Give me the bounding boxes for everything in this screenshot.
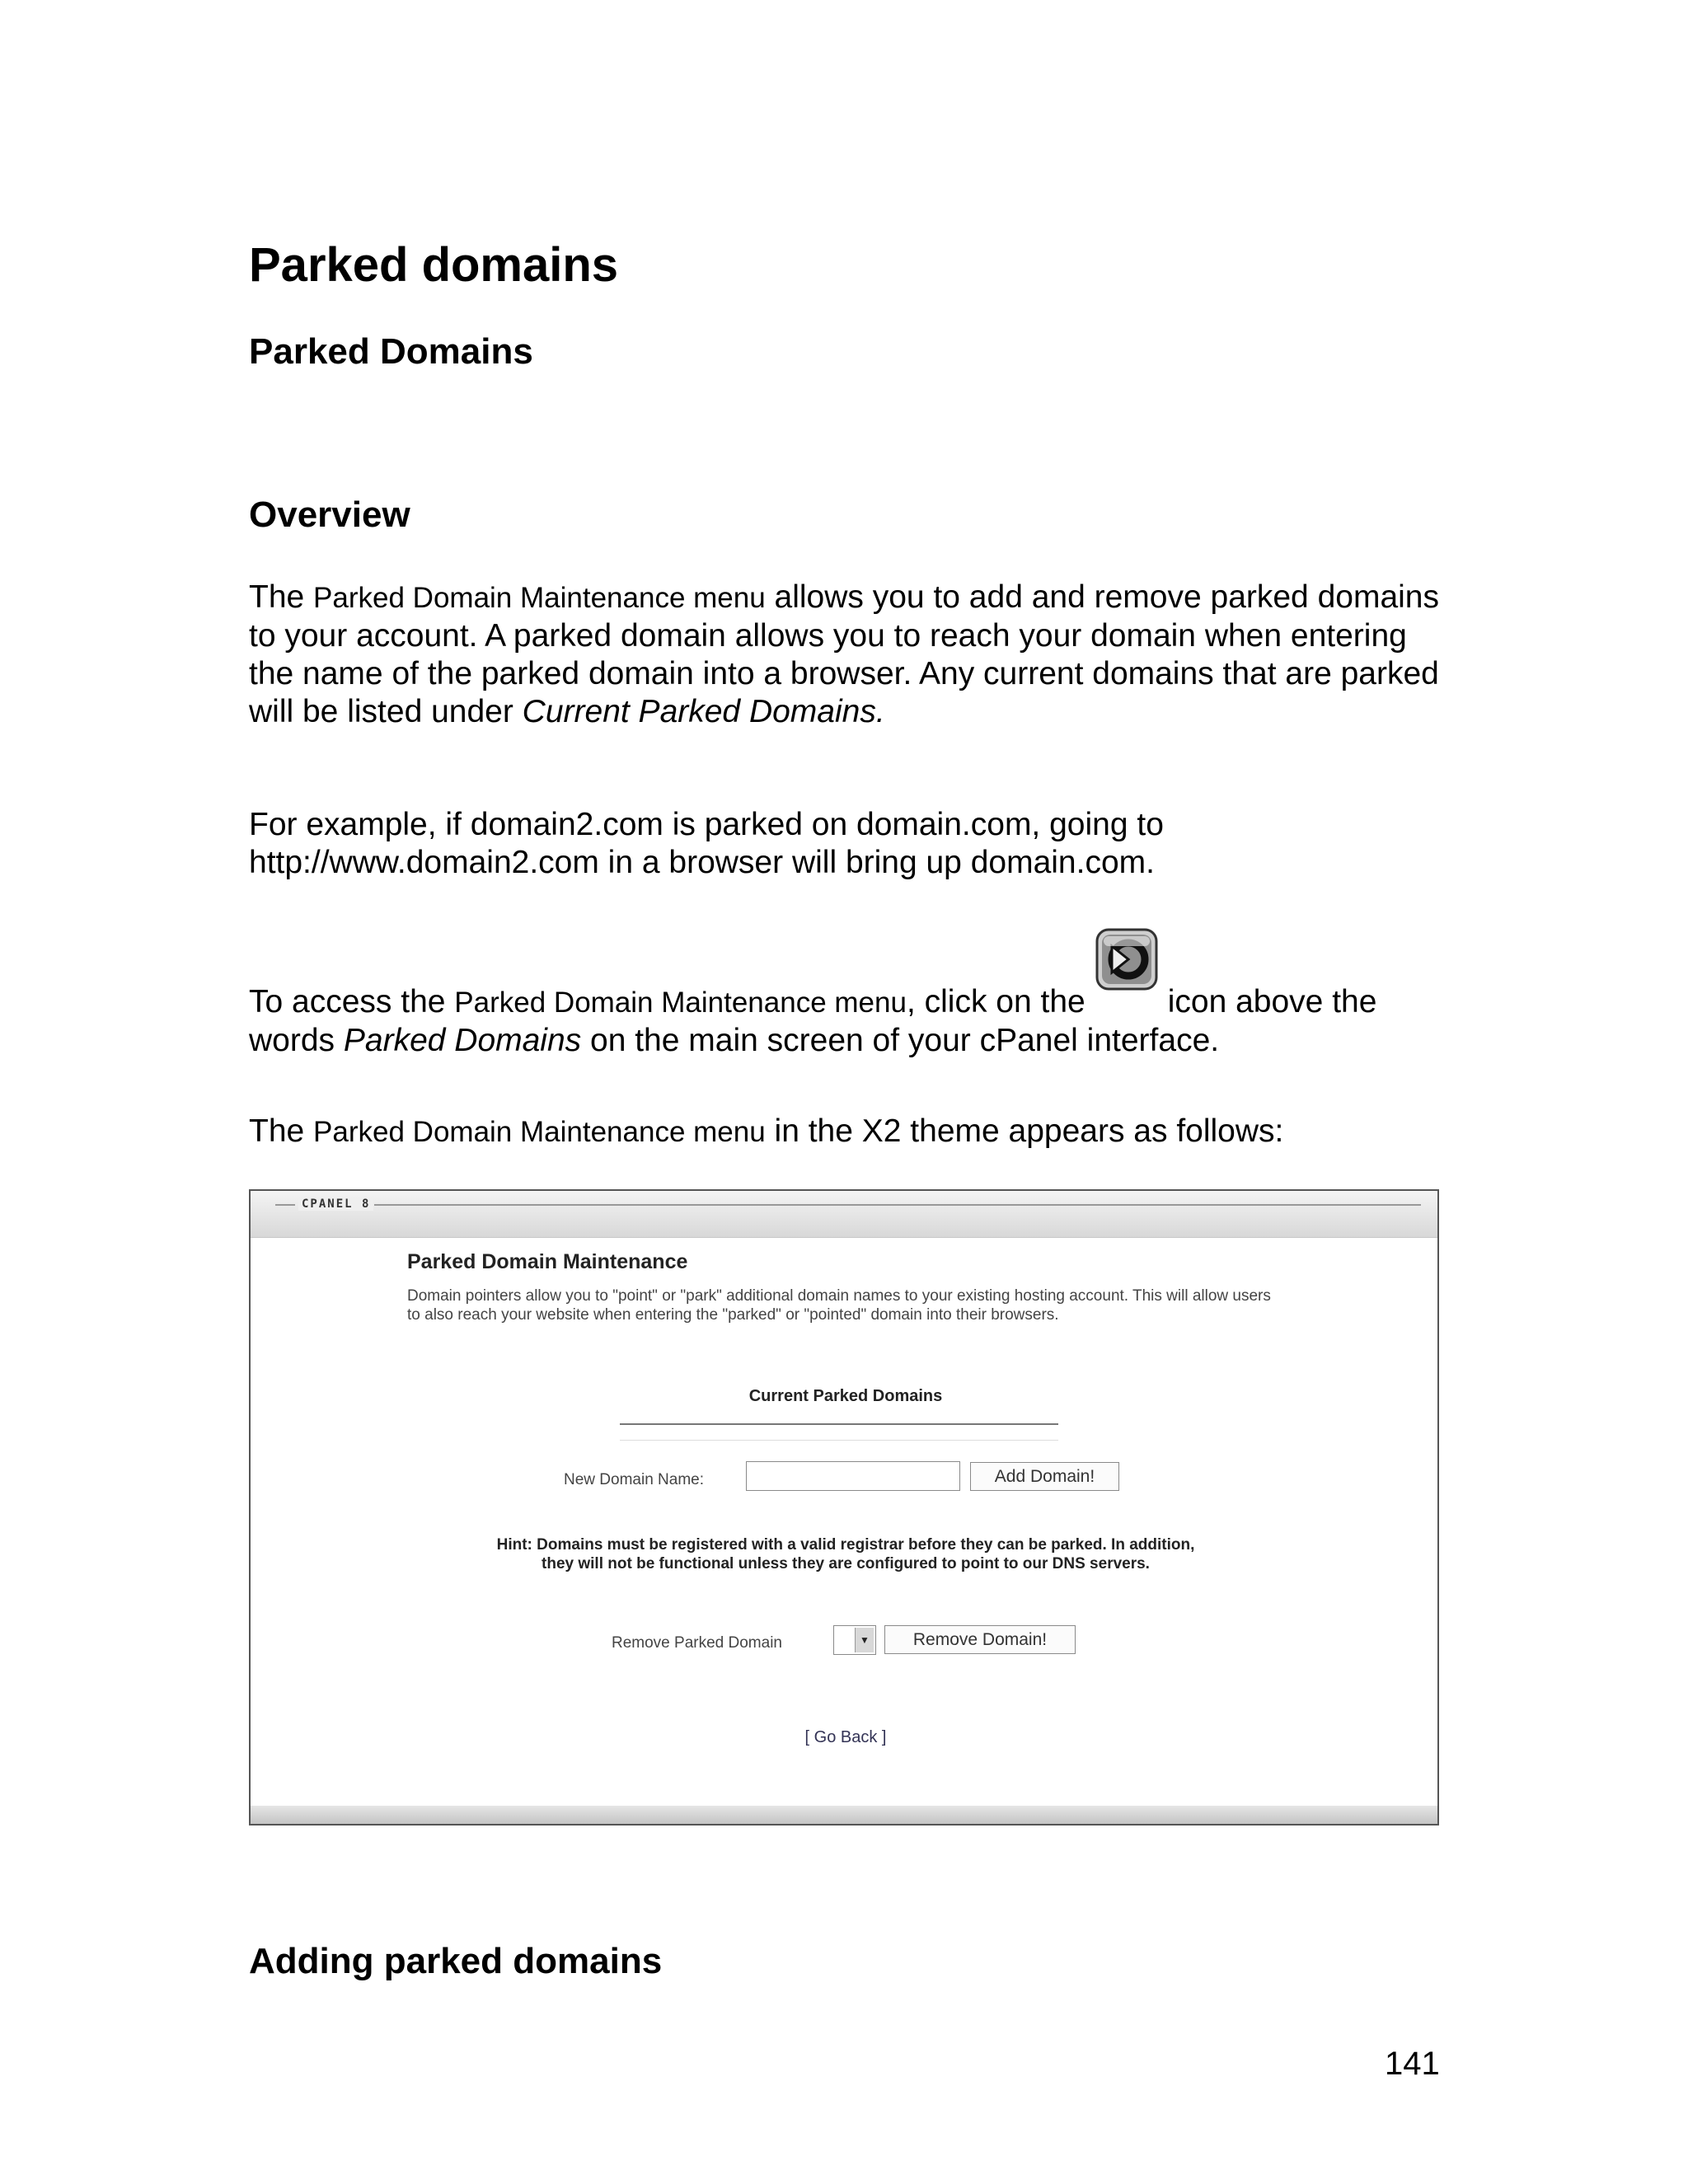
text: , click on the bbox=[906, 984, 1085, 1019]
parked-domain-maintenance-screenshot bbox=[249, 1189, 1439, 1825]
text: The bbox=[249, 579, 314, 615]
section-heading-parked-domains: Parked Domains bbox=[249, 331, 533, 372]
parked-domains-icon bbox=[1094, 926, 1160, 992]
text: To access the bbox=[249, 984, 455, 1019]
page-number: 141 bbox=[1385, 2046, 1440, 2082]
screenshot-footer-bar bbox=[251, 1806, 1437, 1824]
header-rule bbox=[275, 1204, 295, 1206]
current-parked-domains-list bbox=[620, 1440, 1058, 1441]
chevron-down-icon: ▼ bbox=[855, 1628, 874, 1652]
menu-name: Parked Domain Maintenance menu bbox=[454, 987, 907, 1019]
overview-paragraph-1 bbox=[249, 579, 1452, 731]
new-domain-label: New Domain Name: bbox=[564, 1471, 704, 1488]
current-parked-domains-divider bbox=[620, 1423, 1058, 1425]
add-domain-button[interactable]: Add Domain! bbox=[970, 1462, 1119, 1491]
go-back-link[interactable]: [ Go Back ] bbox=[804, 1728, 887, 1746]
page-title: Parked domains bbox=[249, 238, 619, 292]
menu-name: Parked Domain Maintenance menu bbox=[313, 582, 766, 614]
hint-line-1: Hint: Domains must be registered with a valid registrar before they can be parked. In addition, bbox=[496, 1536, 1195, 1554]
remove-parked-domain-select[interactable] bbox=[833, 1625, 876, 1655]
overview-paragraph-2: For example, if domain2.com is parked on domain.com, going to http://www.domain2.com in a browser will bring up domain.com. bbox=[249, 807, 1164, 880]
cpanel-logo: CPANEL 8 bbox=[298, 1197, 373, 1211]
text: The bbox=[249, 1113, 314, 1149]
overview-paragraph-4 bbox=[249, 1113, 1452, 1151]
emphasis: Current Parked Domains. bbox=[522, 694, 885, 729]
screenshot-description: Domain pointers allow you to "point" or "park" additional domain names to your existing hosting account. This will allow users to also reach your website when entering the "parked" or "pointed" domain into their browsers. bbox=[407, 1287, 1271, 1324]
section-heading-adding-parked-domains: Adding parked domains bbox=[249, 1941, 663, 1981]
new-domain-input[interactable] bbox=[746, 1461, 960, 1491]
menu-name: Parked Domain Maintenance menu bbox=[313, 1116, 766, 1148]
text: allows you to add and remove parked domains to your account. A parked domain allows you to reach your domain when entering the name of the parked domain into a browser. Any current domains that are parked will be listed under bbox=[249, 579, 1439, 729]
section-heading-overview: Overview bbox=[249, 494, 410, 535]
remove-parked-domain-label: Remove Parked Domain bbox=[612, 1634, 782, 1652]
current-parked-domains-heading: Current Parked Domains bbox=[748, 1387, 943, 1405]
text: on the main screen of your cPanel interface. bbox=[581, 1023, 1220, 1058]
emphasis: Parked Domains bbox=[343, 1023, 582, 1058]
screenshot-header-bar bbox=[251, 1191, 1437, 1238]
header-rule bbox=[374, 1204, 1421, 1206]
remove-domain-button[interactable]: Remove Domain! bbox=[884, 1625, 1076, 1654]
text: icon above the words bbox=[249, 984, 1377, 1058]
hint-line-2: they will not be functional unless they are configured to point to our DNS servers. bbox=[542, 1555, 1150, 1572]
overview-paragraph-3 bbox=[249, 956, 1452, 1060]
hint-text bbox=[251, 1535, 1441, 1573]
screenshot-title: Parked Domain Maintenance bbox=[407, 1250, 688, 1273]
text: in the X2 theme appears as follows: bbox=[765, 1113, 1284, 1149]
